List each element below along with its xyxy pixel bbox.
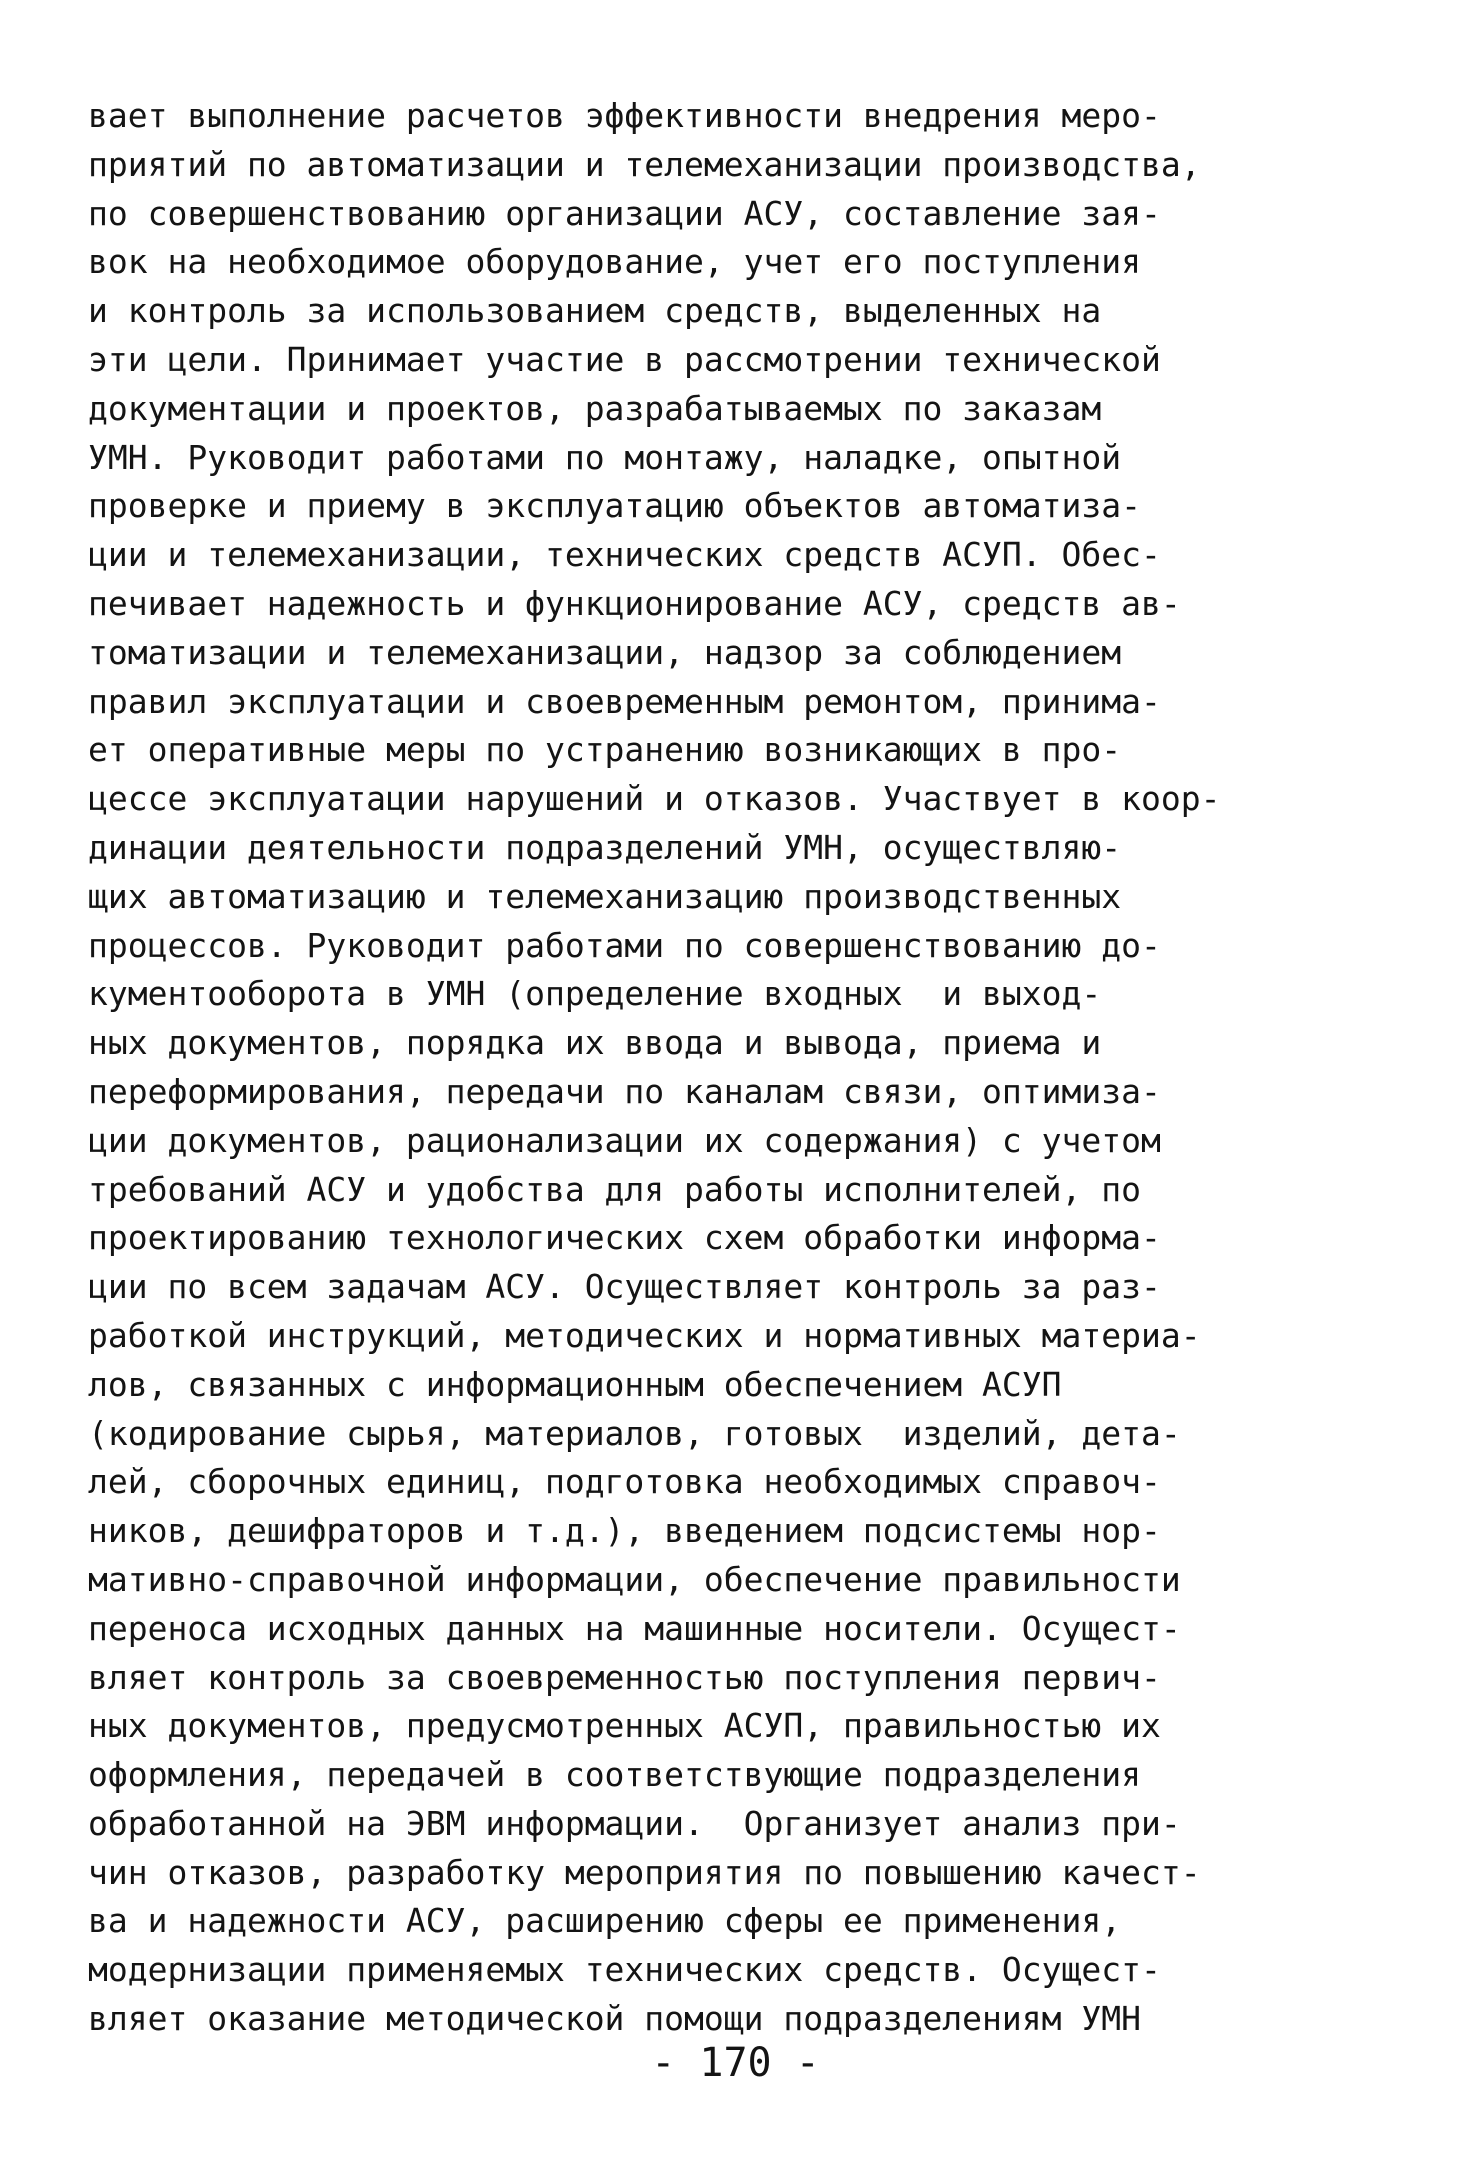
text-line: ции и телемеханизации, технических средств АСУП. Обес- — [88, 535, 1161, 575]
text-line: вляет контроль за своевременностью поступления первич- — [88, 1657, 1161, 1697]
text-line: документации и проектов, разрабатываемых по заказам — [88, 388, 1102, 428]
text-line: ции по всем задачам АСУ. Осуществляет контроль за раз- — [88, 1267, 1161, 1307]
text-line: приятий по автоматизации и телемеханизации производства, — [88, 144, 1201, 184]
text-line: ет оперативные меры по устранению возникающих в про- — [88, 730, 1122, 770]
text-line: вляет оказание методической помощи подразделениям УМН — [88, 1999, 1141, 2039]
text-line: лов, связанных с информационным обеспечением АСУП — [88, 1364, 1062, 1404]
text-line: (кодирование сырья, материалов, готовых изделий, дета- — [88, 1413, 1181, 1453]
text-line: динации деятельности подразделений УМН, осуществляю- — [88, 827, 1122, 867]
text-line: переформирования, передачи по каналам связи, оптимиза- — [88, 1071, 1161, 1111]
text-line: УМН. Руководит работами по монтажу, наладке, опытной — [88, 437, 1122, 477]
text-line: мативно-справочной информации, обеспечение правильности — [88, 1559, 1181, 1599]
page-number: - 170 - — [651, 2040, 820, 2086]
text-line: модернизации применяемых технических средств. Осущест- — [88, 1950, 1161, 1990]
text-line: работкой инструкций, методических и нормативных материа- — [88, 1315, 1201, 1355]
text-line: проектированию технологических схем обработки информа- — [88, 1218, 1161, 1258]
text-line: требований АСУ и удобства для работы исполнителей, по — [88, 1169, 1141, 1209]
text-line: печивает надежность и функционирование АСУ, средств ав- — [88, 583, 1181, 623]
text-line: эти цели. Принимает участие в рассмотрении технической — [88, 339, 1161, 379]
text-line: лей, сборочных единиц, подготовка необходимых справоч- — [88, 1462, 1161, 1502]
text-line: ва и надежности АСУ, расширению сферы ее применения, — [88, 1901, 1122, 1941]
body-text — [88, 92, 1388, 2044]
text-line: щих автоматизацию и телемеханизацию производственных — [88, 876, 1122, 916]
text-line: ции документов, рационализации их содержания) с учетом — [88, 1120, 1161, 1160]
text-line: ных документов, предусмотренных АСУП, правильностью их — [88, 1706, 1161, 1746]
text-line: по совершенствованию организации АСУ, составление зая- — [88, 193, 1161, 233]
text-line: оформления, передачей в соответствующие подразделения — [88, 1755, 1141, 1795]
text-line: проверке и приему в эксплуатацию объектов автоматиза- — [88, 486, 1141, 526]
text-line: вок на необходимое оборудование, учет его поступления — [88, 242, 1141, 282]
text-line: чин отказов, разработку мероприятия по повышению качест- — [88, 1852, 1201, 1892]
text-line: вает выполнение расчетов эффективности внедрения меро- — [88, 96, 1161, 135]
text-line: кументооборота в УМН (определение входных и выход- — [88, 974, 1102, 1014]
text-line: переноса исходных данных на машинные носители. Осущест- — [88, 1608, 1181, 1648]
text-line: ников, дешифраторов и т.д.), введением подсистемы нор- — [88, 1511, 1161, 1551]
text-line: и контроль за использованием средств, выделенных на — [88, 291, 1102, 331]
text-line: процессов. Руководит работами по совершенствованию до- — [88, 925, 1161, 965]
text-line: обработанной на ЭВМ информации. Организует анализ при- — [88, 1803, 1181, 1843]
text-line: цессе эксплуатации нарушений и отказов. Участвует в коор- — [88, 779, 1221, 819]
text-line: ных документов, порядка их ввода и вывода, приема и — [88, 1023, 1102, 1063]
text-line: правил эксплуатации и своевременным ремонтом, принима- — [88, 681, 1161, 721]
text-line: томатизации и телемеханизации, надзор за соблюдением — [88, 632, 1122, 672]
